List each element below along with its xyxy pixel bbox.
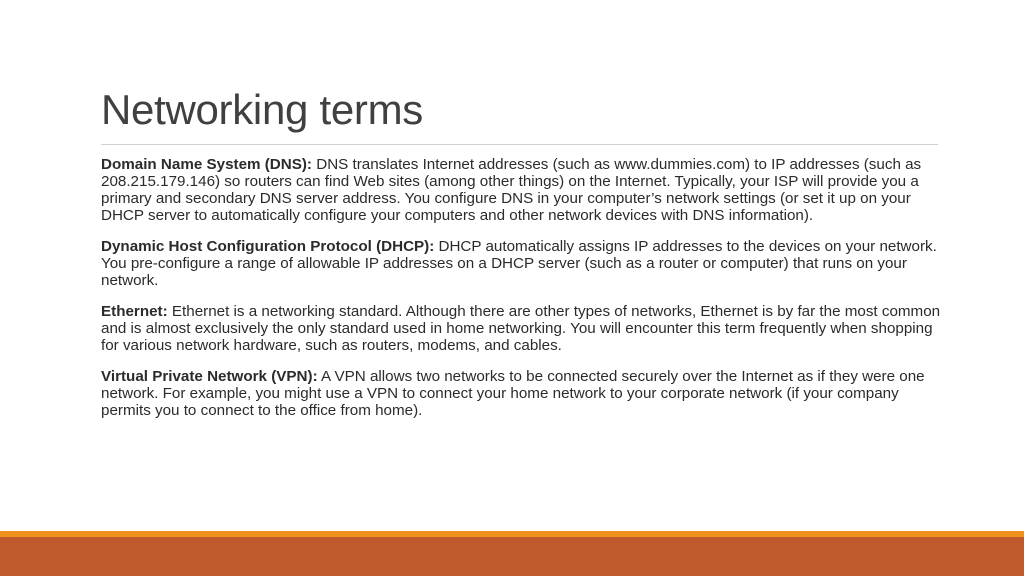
term-paragraph-dhcp [101, 238, 941, 289]
slide-title: Networking terms [101, 86, 423, 133]
term-paragraph-dns [101, 156, 941, 224]
term-label: Dynamic Host Configuration Protocol (DHCP): [101, 238, 435, 255]
term-description: DNS translates Internet addresses (such as www.dummies.com) to IP addresses (such as 208.215.179.146) so routers can find Web sites (among other things) on the Internet. Typically, your ISP will provide you a primary and secondary DNS server address. You configure DNS in your computer’s network settings (or set it up on your DHCP server to automatically configure your computers and other network devices with DNS information). [101, 156, 922, 224]
term-description: Ethernet is a networking standard. Although there are other types of networks, Ethernet is by far the most common and is almost exclusively the only standard used in home networking. You will encounter this term frequently when shopping for various network hardware, such as routers, modems, and cables. [101, 303, 941, 354]
footer-band [0, 537, 1024, 576]
term-description: A VPN allows two networks to be connected securely over the Internet as if they were one network. For example, you might use a VPN to connect your home network to your corporate network (if your company permits you to connect to the office from home). [101, 368, 925, 419]
slide-body [101, 156, 941, 433]
term-label: Virtual Private Network (VPN): [101, 368, 318, 385]
term-label: Domain Name System (DNS): [101, 156, 312, 173]
term-paragraph-ethernet [101, 303, 941, 354]
term-label: Ethernet: [101, 303, 168, 320]
term-paragraph-vpn [101, 368, 941, 419]
title-divider [101, 144, 938, 145]
term-description: DHCP automatically assigns IP addresses to the devices on your network. You pre-configure a range of allowable IP addresses on a DHCP server (such as a router or computer) that runs on your network. [101, 238, 937, 289]
